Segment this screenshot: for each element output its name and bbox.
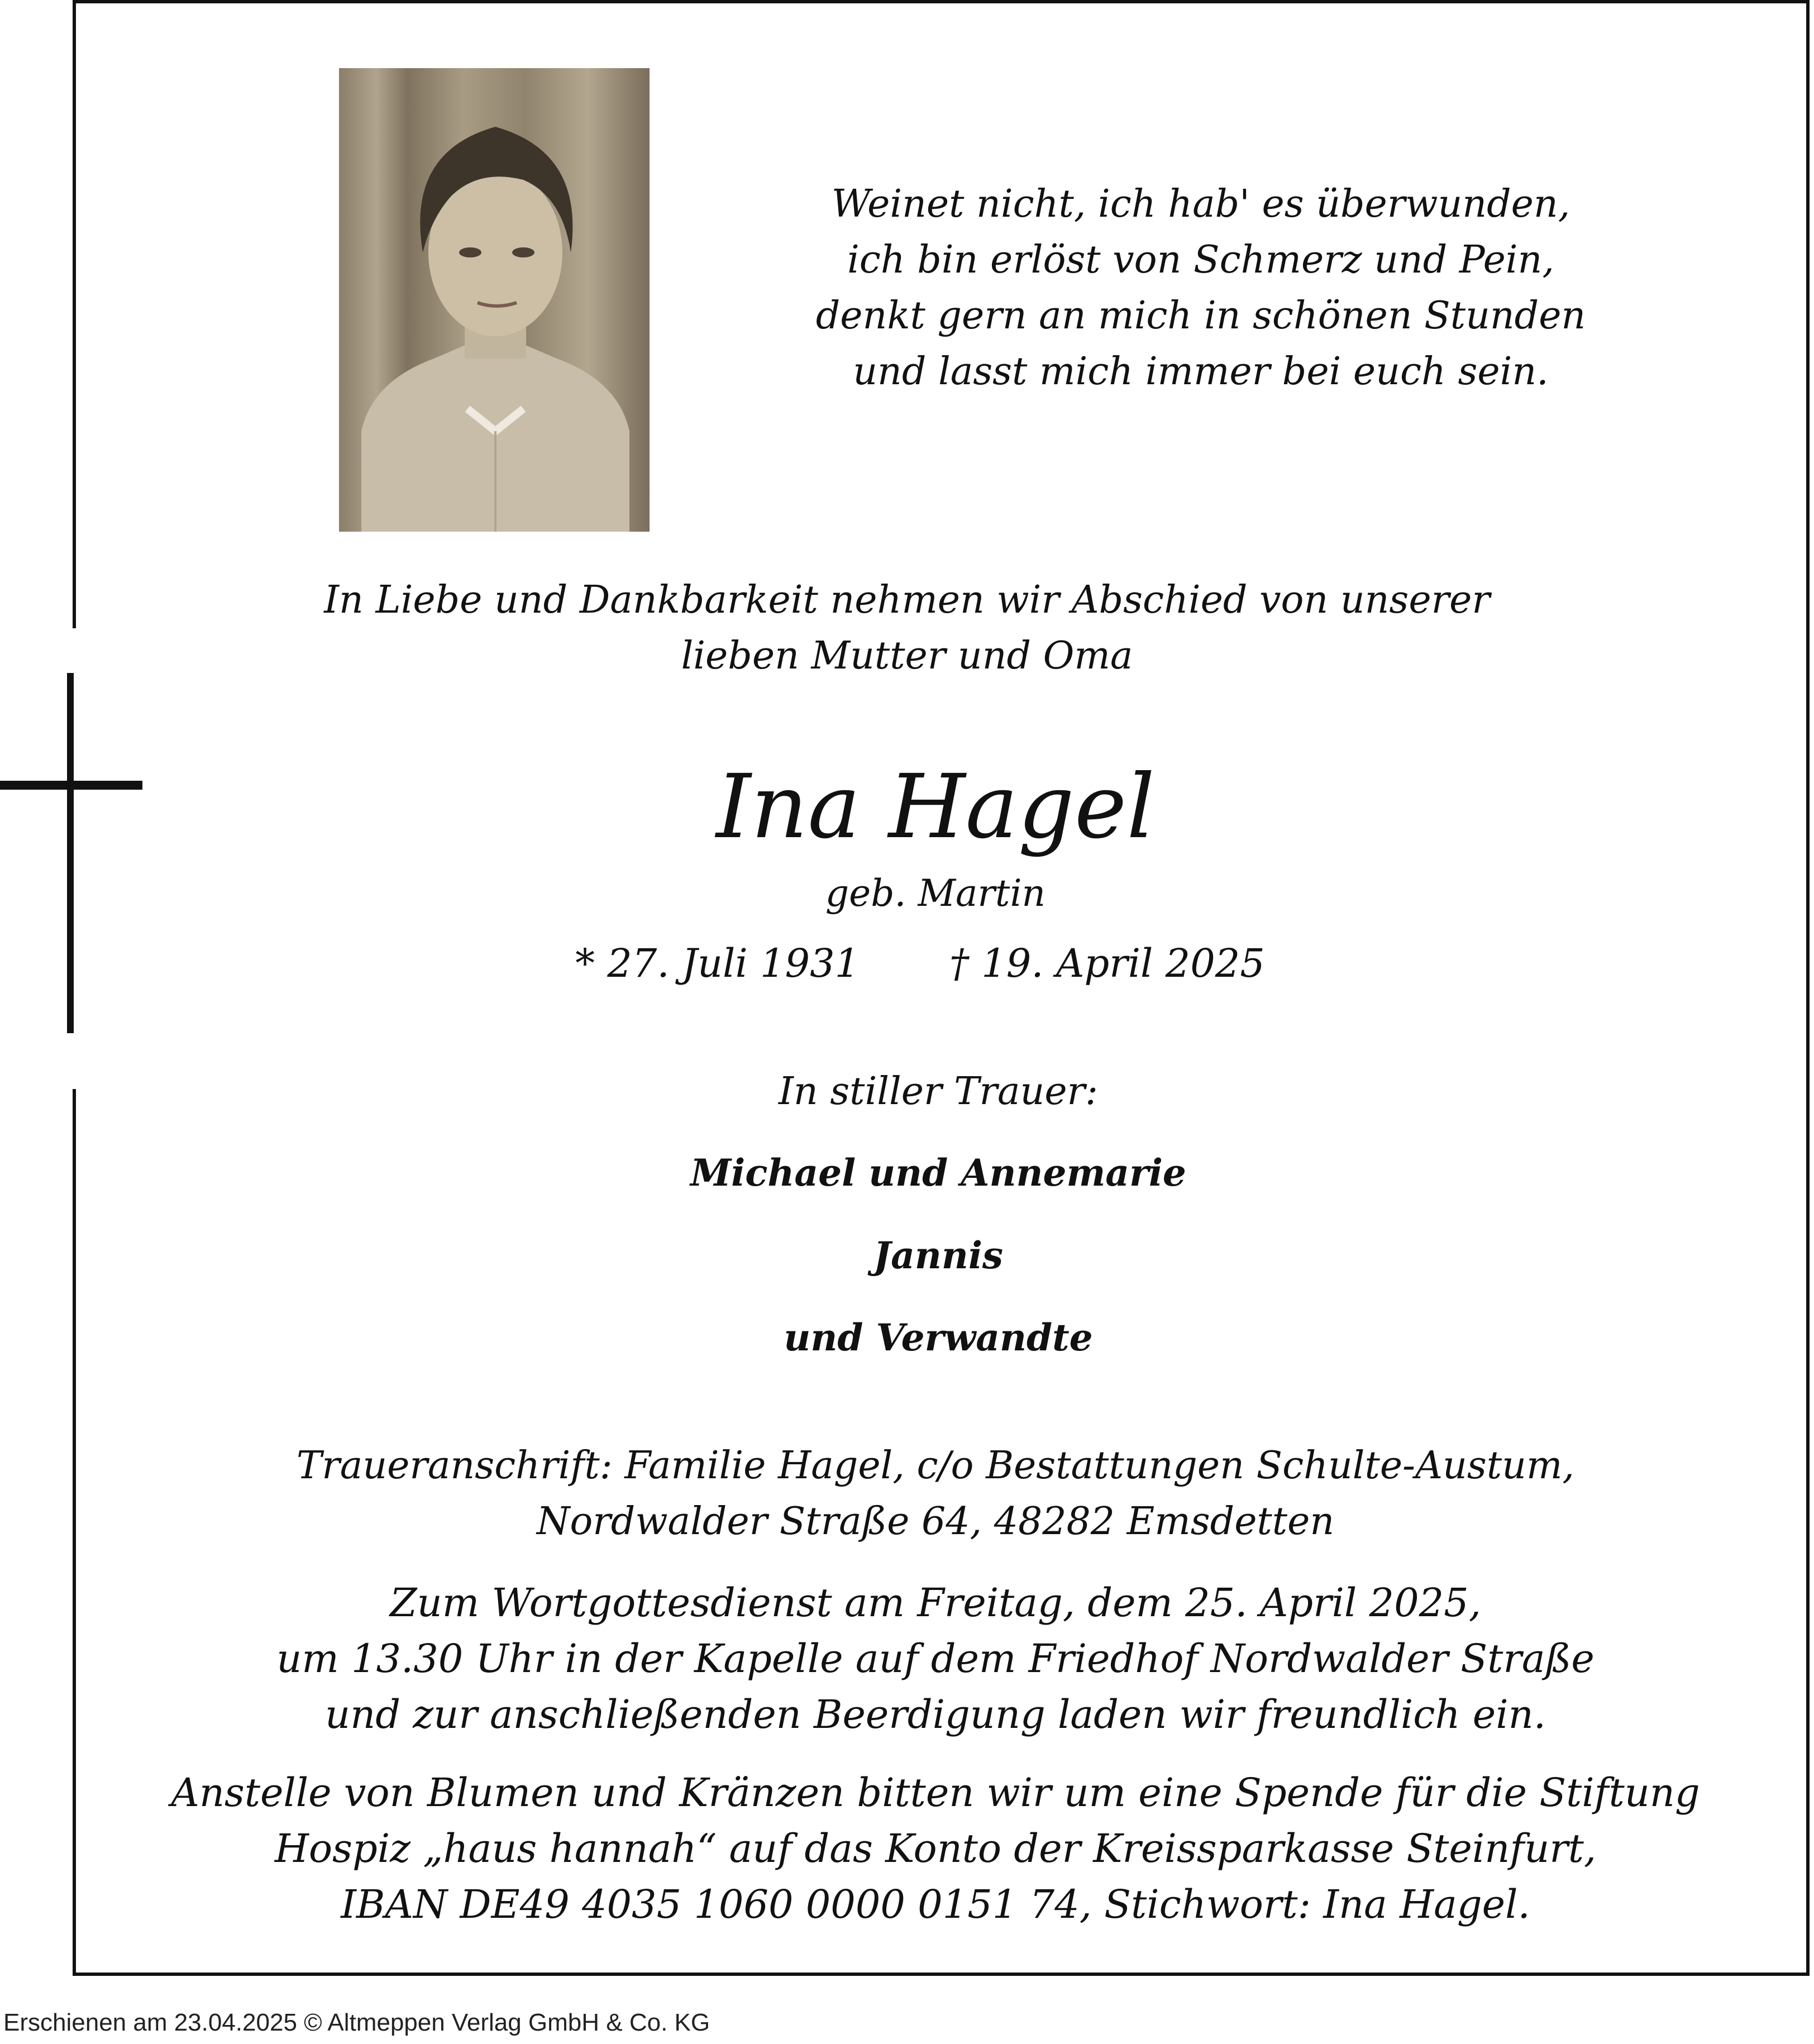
intro-line: lieben Mutter und Oma <box>681 634 1133 678</box>
verse-line: denkt gern an mich in schönen Stunden <box>815 294 1586 338</box>
intro-line: In Liebe und Dankbarkeit nehmen wir Abschied von unserer <box>324 578 1490 622</box>
donation-line: Anstelle von Blumen und Kränzen bitten wir um eine Spende für die Stiftung <box>171 1770 1700 1816</box>
address-line: Traueranschrift: Familie Hagel, c/o Bestattungen Schulte-Austum, <box>296 1444 1575 1488</box>
address-line: Nordwalder Straße 64, 48282 Emsdetten <box>536 1499 1335 1544</box>
frame-left-lower <box>73 1089 76 1976</box>
life-dates <box>575 935 1357 991</box>
farewell-intro <box>0 572 1814 684</box>
service-line: um 13.30 Uhr in der Kapelle auf dem Friedhof Nordwalder Straße <box>276 1636 1595 1682</box>
service-line: und zur anschließenden Beerdigung laden wir freundlich ein. <box>325 1692 1546 1737</box>
donation-info <box>112 1765 1759 1932</box>
portrait-photo <box>339 68 650 532</box>
memorial-verse <box>720 176 1681 400</box>
verse-line: Weinet nicht, ich hab' es überwunden, <box>831 182 1570 226</box>
verse-line: und lasst mich immer bei euch sein. <box>853 350 1549 394</box>
death-date: † 19. April 2025 <box>949 940 1265 986</box>
birth-date: * 27. Juli 1931 <box>575 940 860 986</box>
mourning-address <box>112 1438 1759 1550</box>
mourner-name: Michael und Annemarie <box>690 1151 1186 1195</box>
service-line: Zum Wortgottesdienst am Freitag, dem 25. April 2025, <box>390 1580 1481 1626</box>
mourning-intro: In stiller Trauer: <box>779 1069 1098 1114</box>
cross-icon-vertical <box>67 673 74 1033</box>
deceased-name: Ina Hagel <box>716 756 1155 858</box>
cross-icon-horizontal <box>0 781 142 790</box>
donation-line: IBAN DE49 4035 1060 0000 0151 74, Stichwort: Ina Hagel. <box>341 1881 1530 1927</box>
birth-name: geb. Martin <box>825 872 1046 915</box>
mourner-name: Jannis <box>873 1234 1004 1277</box>
frame-left-upper <box>73 0 76 628</box>
service-info <box>112 1575 1759 1742</box>
donation-line: Hospiz „haus hannah“ auf das Konto der Kreissparkasse Steinfurt, <box>274 1826 1597 1871</box>
publication-footer: Erschienen am 23.04.2025 © Altmeppen Verlag GmbH & Co. KG <box>3 2009 710 2036</box>
mourner-name: und Verwandte <box>784 1316 1093 1359</box>
verse-line: ich bin erlöst von Schmerz und Pein, <box>847 238 1554 282</box>
